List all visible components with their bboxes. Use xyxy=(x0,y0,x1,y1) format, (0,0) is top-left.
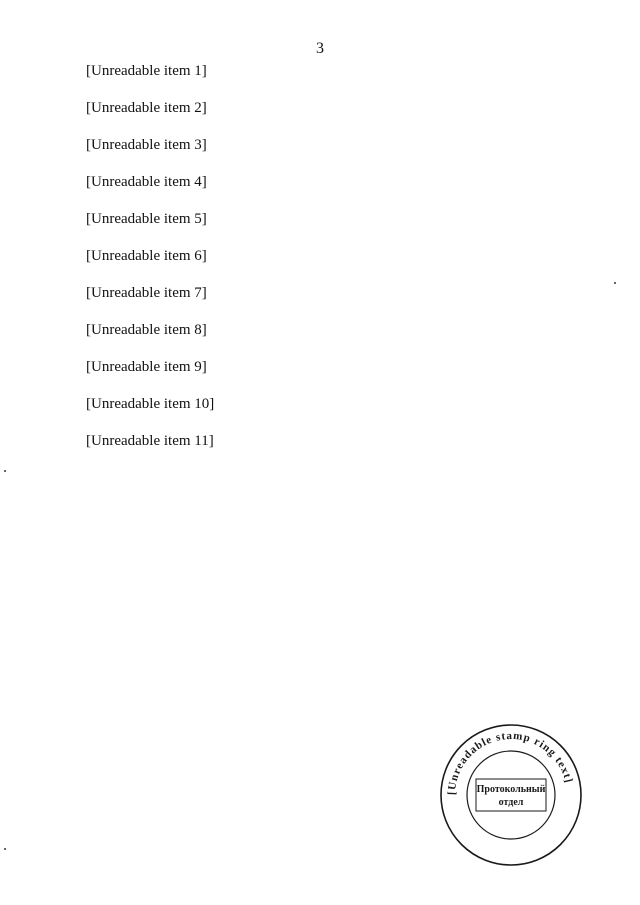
stamp-outer-ring xyxy=(441,725,581,865)
list-item: [Unreadable item 3] xyxy=(86,137,207,153)
document-body xyxy=(86,62,614,469)
list-item: [Unreadable item 10] xyxy=(86,396,215,412)
list-item: [Unreadable item 7] xyxy=(86,285,207,301)
list-item: [Unreadable item 11] xyxy=(86,433,214,449)
list-item: [Unreadable item 5] xyxy=(86,211,207,227)
stamp-center-line2: отдел xyxy=(498,797,524,808)
official-stamp xyxy=(438,722,584,868)
stamp-inner-ring xyxy=(467,751,555,839)
stamp-center-line1: Протокольный xyxy=(476,784,546,795)
list-item: [Unreadable item 1] xyxy=(86,63,207,79)
list-item: [Unreadable item 9] xyxy=(86,359,207,375)
list-item: [Unreadable item 4] xyxy=(86,174,207,190)
list-item: [Unreadable item 2] xyxy=(86,100,207,116)
list-item: [Unreadable item 8] xyxy=(86,322,207,338)
list-item: [Unreadable item 6] xyxy=(86,248,207,264)
scan-speck xyxy=(4,470,6,472)
scan-speck xyxy=(614,282,616,284)
stamp-ring-text: [Unreadable stamp ring text] xyxy=(445,729,575,796)
scan-speck xyxy=(4,848,6,850)
page-number: 3 xyxy=(316,40,324,57)
